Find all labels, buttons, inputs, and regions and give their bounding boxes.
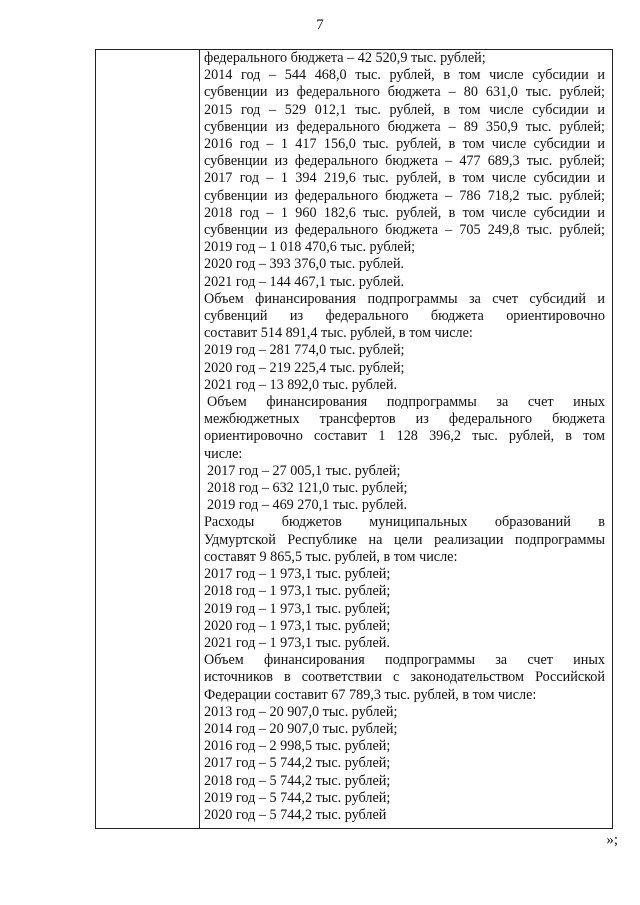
text-line: 2017 год – 1 394 219,6 тыс. рублей, в том числе субсидии и [204, 170, 605, 187]
text-line: 2017 год – 5 744,2 тыс. рублей; [204, 755, 391, 772]
text-line: 2018 год – 5 744,2 тыс. рублей; [204, 772, 391, 789]
text-line: 2020 год – 219 225,4 тыс. рублей; [204, 359, 405, 376]
text-line: ориентировочно составит 1 128 396,2 тыс. рублей, в том [204, 428, 605, 445]
text-line: Объем финансирования подпрограммы за счет субсидий и [204, 290, 605, 307]
text-line: субвенции из федерального бюджета – 705 249,8 тыс. рублей; [204, 222, 605, 239]
text-line: субвенции из федерального бюджета – 786 718,2 тыс. рублей; [204, 187, 605, 204]
text-line: субвенции из федерального бюджета – 80 631,0 тыс. рублей; [204, 84, 605, 101]
text-line: 2018 год – 1 960 182,6 тыс. рублей, в том числе субсидии и [204, 204, 605, 221]
closing-quote-mark: »; [606, 832, 618, 848]
text-line: Удмуртской Республике на цели реализации подпрограммы [204, 531, 605, 548]
text-line: 2013 год – 20 907,0 тыс. рублей; [204, 703, 398, 720]
text-line: межбюджетных трансфертов из федерального бюджета [204, 411, 605, 428]
text-line: Федерации составит 67 789,3 тыс. рублей, в том числе: [204, 686, 537, 703]
text-line: 2016 год – 2 998,5 тыс. рублей; [204, 738, 391, 755]
text-line: 2019 год – 469 270,1 тыс. рублей. [207, 497, 408, 514]
document-table [95, 49, 613, 829]
table-left-column [96, 50, 200, 828]
text-line: субвенций из федерального бюджета ориентировочно [204, 308, 605, 325]
text-line: 2019 год – 1 018 470,6 тыс. рублей; [204, 239, 416, 256]
text-line: составят 9 865,5 тыс. рублей, в том числе: [204, 548, 458, 565]
text-line: 2021 год – 144 467,1 тыс. рублей. [204, 273, 405, 290]
text-line: 2021 год – 13 892,0 тыс. рублей. [204, 376, 397, 393]
text-line: 2019 год – 5 744,2 тыс. рублей; [204, 789, 391, 806]
text-line: Расходы бюджетов муниципальных образований в [204, 514, 605, 531]
text-line: 2020 год – 1 973,1 тыс. рублей; [204, 617, 391, 634]
text-line: числе: [204, 445, 243, 462]
text-line: 2020 год – 5 744,2 тыс. рублей [204, 806, 387, 823]
text-line: источников в соответствии с законодательством Российской [204, 669, 605, 686]
text-line: 2020 год – 393 376,0 тыс. рублей. [204, 256, 405, 273]
text-line: Объем финансирования подпрограммы за счет иных [204, 652, 605, 669]
text-line: составит 514 891,4 тыс. рублей, в том числе: [204, 325, 473, 342]
text-line: 2019 год – 1 973,1 тыс. рублей; [204, 600, 391, 617]
text-line: Объем финансирования подпрограммы за счет иных [207, 394, 605, 411]
text-line: федерального бюджета – 42 520,9 тыс. рублей; [204, 50, 486, 66]
text-line: 2017 год – 1 973,1 тыс. рублей; [204, 566, 391, 583]
text-line: 2014 год – 20 907,0 тыс. рублей; [204, 720, 398, 737]
text-line: 2014 год – 544 468,0 тыс. рублей, в том числе субсидии и [204, 67, 605, 84]
text-line: 2021 год – 1 973,1 тыс. рублей. [204, 634, 390, 651]
text-line: 2018 год – 1 973,1 тыс. рублей; [204, 583, 391, 600]
text-line: 2015 год – 529 012,1 тыс. рублей, в том числе субсидии и [204, 101, 605, 118]
text-line: субвенции из федерального бюджета – 477 689,3 тыс. рублей; [204, 153, 605, 170]
text-line: 2019 год – 281 774,0 тыс. рублей; [204, 342, 405, 359]
table-right-column [200, 50, 612, 824]
text-line: субвенции из федерального бюджета – 89 350,9 тыс. рублей; [204, 118, 605, 135]
text-line: 2016 год – 1 417 156,0 тыс. рублей, в том числе субсидии и [204, 136, 605, 153]
text-line: 2018 год – 632 121,0 тыс. рублей; [207, 480, 408, 497]
text-line: 2017 год – 27 005,1 тыс. рублей; [207, 462, 401, 479]
page-number: 7 [316, 17, 324, 33]
